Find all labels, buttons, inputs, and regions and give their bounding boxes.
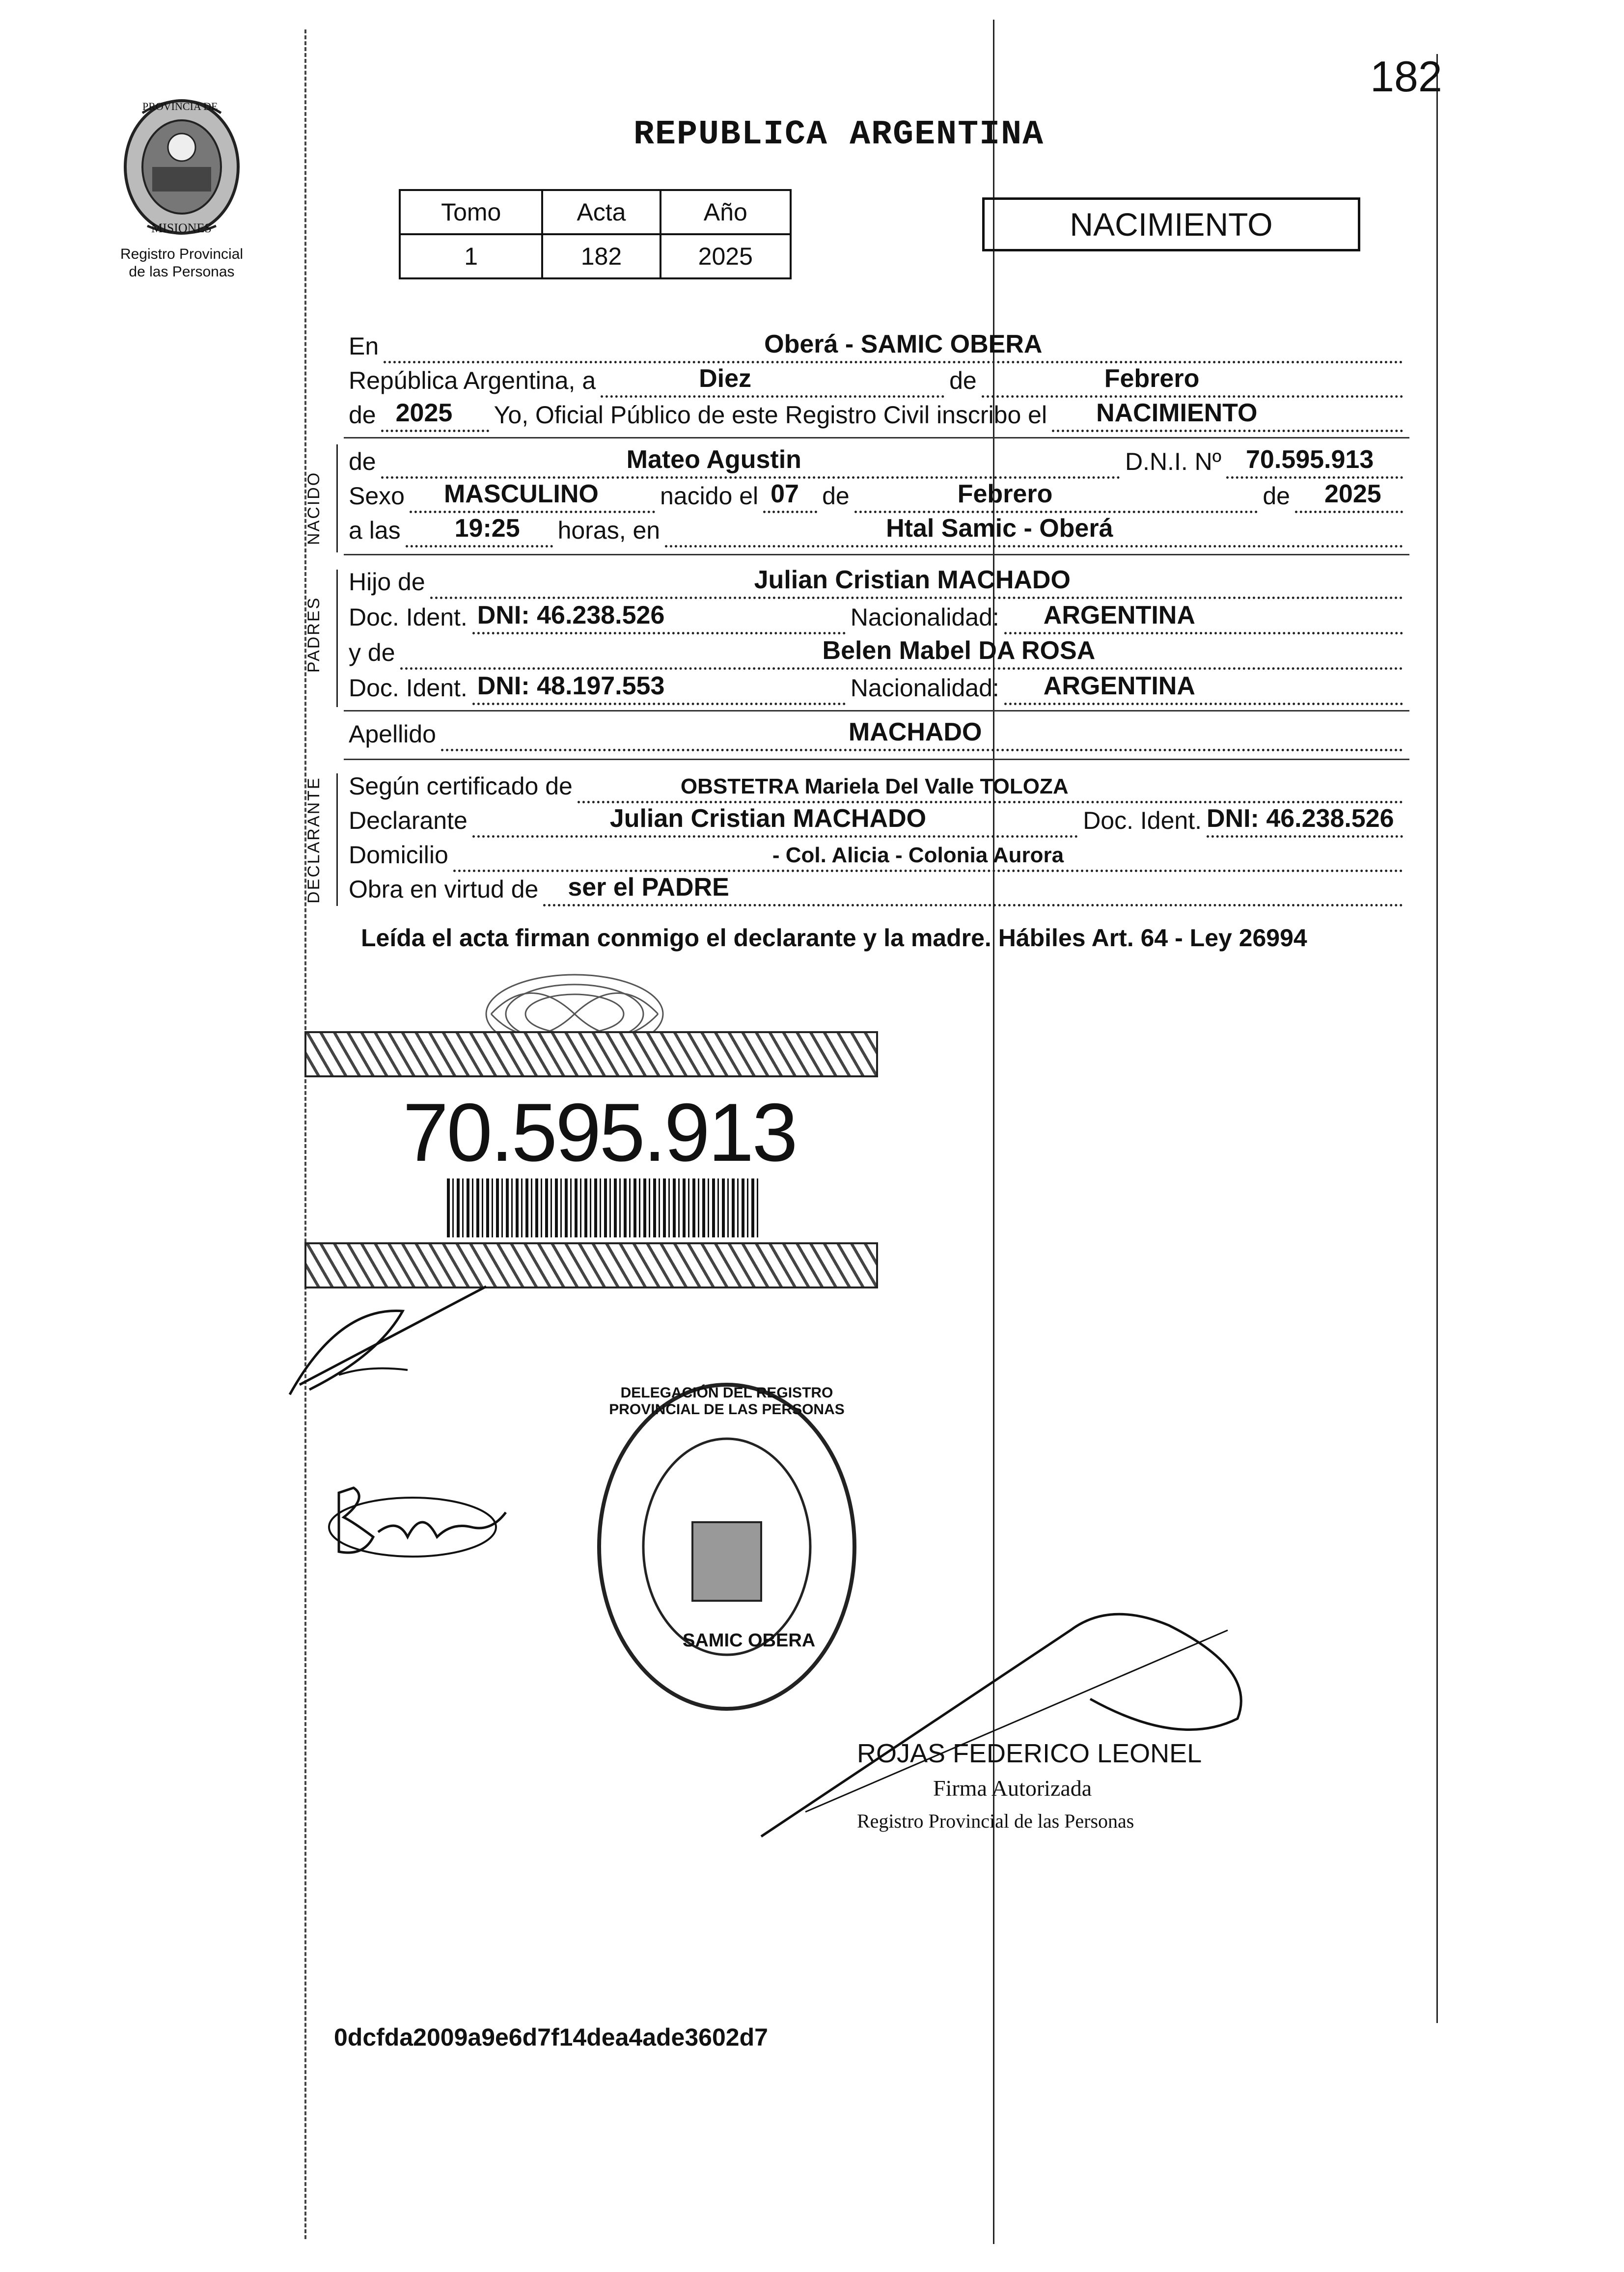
domicilio-label: Domicilio — [349, 841, 448, 869]
certificate-field — [578, 770, 1403, 803]
address-field — [453, 839, 1403, 872]
closing-text: Leída el acta firman conmigo el declarante y la madre. Hábiles Art. 64 - Ley 26994 — [361, 924, 1307, 952]
en-value: Oberá - SAMIC OBERA — [764, 330, 1043, 358]
declarante-label: Declarante — [349, 807, 468, 834]
header-anio: Año — [661, 190, 791, 234]
inscribe-value: NACIMIENTO — [1096, 399, 1258, 427]
name-field — [381, 446, 1120, 479]
nacionalidad-label-2: Nacionalidad: — [850, 674, 999, 702]
section-divider-2 — [344, 554, 1409, 555]
mother-nationality-value: ARGENTINA — [1043, 672, 1195, 700]
birth-year-value: 2025 — [1324, 480, 1381, 508]
child-name-value: Mateo Agustin — [626, 445, 801, 474]
certificate-value: OBSTETRA Mariela Del Valle TOLOZA — [680, 774, 1069, 798]
father-dni-field — [472, 602, 846, 634]
year-field — [381, 399, 489, 432]
reason-field — [543, 874, 1403, 906]
line-hijo — [349, 565, 1408, 599]
doc1-label: Doc. Ident. — [349, 603, 468, 631]
father-nationality-field — [1004, 602, 1403, 634]
header-acta: Acta — [542, 190, 660, 234]
page-number: 182 — [1370, 52, 1442, 101]
seal-bottom-text: MISIONES — [151, 221, 212, 235]
de-label-3: de — [1263, 482, 1290, 510]
place-field — [665, 515, 1403, 547]
padres-bracket — [336, 570, 338, 707]
nombre-label: de — [349, 448, 376, 475]
month-field — [982, 365, 1403, 398]
line-hora — [349, 513, 1408, 547]
declarant-doc-label: Doc. Ident. — [1083, 807, 1202, 834]
place-value: Htal Samic - Oberá — [886, 514, 1113, 543]
header-tomo: Tomo — [400, 190, 542, 234]
value-anio: 2025 — [661, 234, 791, 278]
registry-caption — [88, 246, 275, 281]
declarant-dni-field — [1207, 805, 1403, 838]
dni-field — [1226, 446, 1403, 479]
nacido-bracket — [336, 444, 338, 552]
hora-label: a las — [349, 517, 401, 544]
record-table — [399, 189, 792, 279]
line-doc1 — [349, 600, 1408, 634]
doc2-label: Doc. Ident. — [349, 674, 468, 702]
birth-month-field — [854, 480, 1258, 513]
obra-label: Obra en virtud de — [349, 876, 539, 903]
address-value: - Col. Alicia - Colonia Aurora — [772, 843, 1064, 867]
inscribe-field — [1052, 399, 1403, 432]
de-label: de — [949, 367, 977, 394]
birth-day-value: 07 — [771, 480, 799, 508]
line-apellido — [349, 717, 1408, 751]
declarant-dni-value: DNI: 46.238.526 — [1207, 804, 1394, 833]
surname-value: MACHADO — [848, 718, 982, 746]
declarante-bracket — [336, 773, 338, 906]
birth-month-value: Febrero — [957, 480, 1053, 508]
de-label-2: de — [822, 482, 850, 510]
father-dni-value: DNI: 46.238.526 — [477, 601, 665, 630]
birth-day-field — [763, 480, 817, 513]
year-value: 2025 — [395, 399, 453, 427]
anio-label: de — [349, 401, 376, 429]
line-domicilio — [349, 838, 1408, 872]
father-name-value: Julian Cristian MACHADO — [754, 566, 1071, 594]
document-hash: 0dcfda2009a9e6d7f14dea4ade3602d7 — [334, 2024, 768, 2051]
day-value: Diez — [699, 364, 752, 393]
section-divider-4 — [344, 759, 1409, 760]
line-obra — [349, 872, 1408, 906]
stamp-ring-text: DELEGACIÓN DEL REGISTRO PROVINCIAL DE LAS PERSONAS — [609, 1385, 845, 1418]
declarant-field — [472, 805, 1078, 838]
father-field — [430, 566, 1403, 599]
republica-label: República Argentina, a — [349, 367, 596, 394]
yde-label: y de — [349, 639, 395, 666]
reason-value: ser el PADRE — [568, 873, 729, 902]
stamp-inner-text: SAMIC OBERA — [683, 1630, 816, 1651]
en-label: En — [349, 332, 379, 360]
official-role: Firma Autorizada — [933, 1776, 1092, 1801]
registry-caption-line1: Registro Provincial — [120, 246, 244, 262]
declarant-signature — [280, 1277, 501, 1414]
father-nationality-value: ARGENTINA — [1043, 601, 1195, 630]
day-field — [601, 365, 944, 398]
sex-value: MASCULINO — [443, 480, 599, 508]
declarant-name-value: Julian Cristian MACHADO — [609, 804, 927, 833]
time-field — [406, 515, 553, 547]
line-doc2 — [349, 671, 1408, 705]
sex-field — [410, 480, 655, 513]
sexo-label: Sexo — [349, 482, 405, 510]
official-name: ROJAS FEDERICO LEONEL — [857, 1739, 1202, 1768]
hijo-label: Hijo de — [349, 568, 425, 596]
right-margin-line — [1436, 54, 1438, 2023]
province-seal — [113, 93, 250, 241]
apellido-label: Apellido — [349, 720, 436, 748]
registry-caption-line2: de las Personas — [129, 264, 235, 280]
barcode-top-band — [304, 1031, 878, 1077]
mother-dni-field — [472, 672, 846, 705]
birth-year-field — [1295, 480, 1403, 513]
surname-field — [441, 718, 1403, 751]
value-acta: 182 — [542, 234, 660, 278]
side-label-declarante: DECLARANTE — [304, 776, 323, 903]
line-certificado — [349, 769, 1408, 803]
line-nombre — [349, 444, 1408, 479]
section-divider-3 — [344, 710, 1409, 712]
barcode-number: 70.595.913 — [403, 1086, 796, 1178]
month-value: Febrero — [1104, 364, 1200, 393]
line-en — [349, 329, 1408, 363]
line-sexo — [349, 479, 1408, 513]
line-declarante — [349, 803, 1408, 838]
time-value: 19:25 — [454, 514, 520, 543]
side-label-nacido: NACIDO — [304, 471, 323, 545]
mother-name-value: Belen Mabel DA ROSA — [822, 636, 1096, 665]
value-tomo: 1 — [400, 234, 542, 278]
mother-nationality-field — [1004, 672, 1403, 705]
document-title: REPUBLICA ARGENTINA — [633, 115, 1045, 154]
barcode-bars — [447, 1178, 761, 1237]
record-type-box: NACIMIENTO — [982, 197, 1360, 251]
inscribo-text: Yo, Oficial Público de este Registro Civil inscribo el — [494, 401, 1047, 429]
line-yde — [349, 635, 1408, 670]
mother-signature — [324, 1463, 521, 1571]
official-office: Registro Provincial de las Personas — [857, 1810, 1134, 1832]
certificado-label: Según certificado de — [349, 772, 573, 800]
barcode-label — [304, 1031, 874, 1287]
horas-en-label: horas, en — [557, 517, 661, 544]
section-divider — [344, 437, 1409, 438]
line-anio — [349, 398, 1408, 432]
mother-field — [400, 637, 1403, 670]
side-label-padres: PADRES — [304, 596, 323, 673]
line-republica — [349, 363, 1408, 398]
en-field — [384, 330, 1403, 363]
mother-dni-value: DNI: 48.197.553 — [477, 672, 665, 700]
seal-top-text: PROVINCIA DE — [142, 100, 218, 112]
nacido-el-label: nacido el — [660, 482, 759, 510]
nacionalidad-label-1: Nacionalidad: — [850, 603, 999, 631]
dni-label: D.N.I. Nº — [1125, 448, 1221, 475]
dni-value: 70.595.913 — [1246, 445, 1374, 474]
